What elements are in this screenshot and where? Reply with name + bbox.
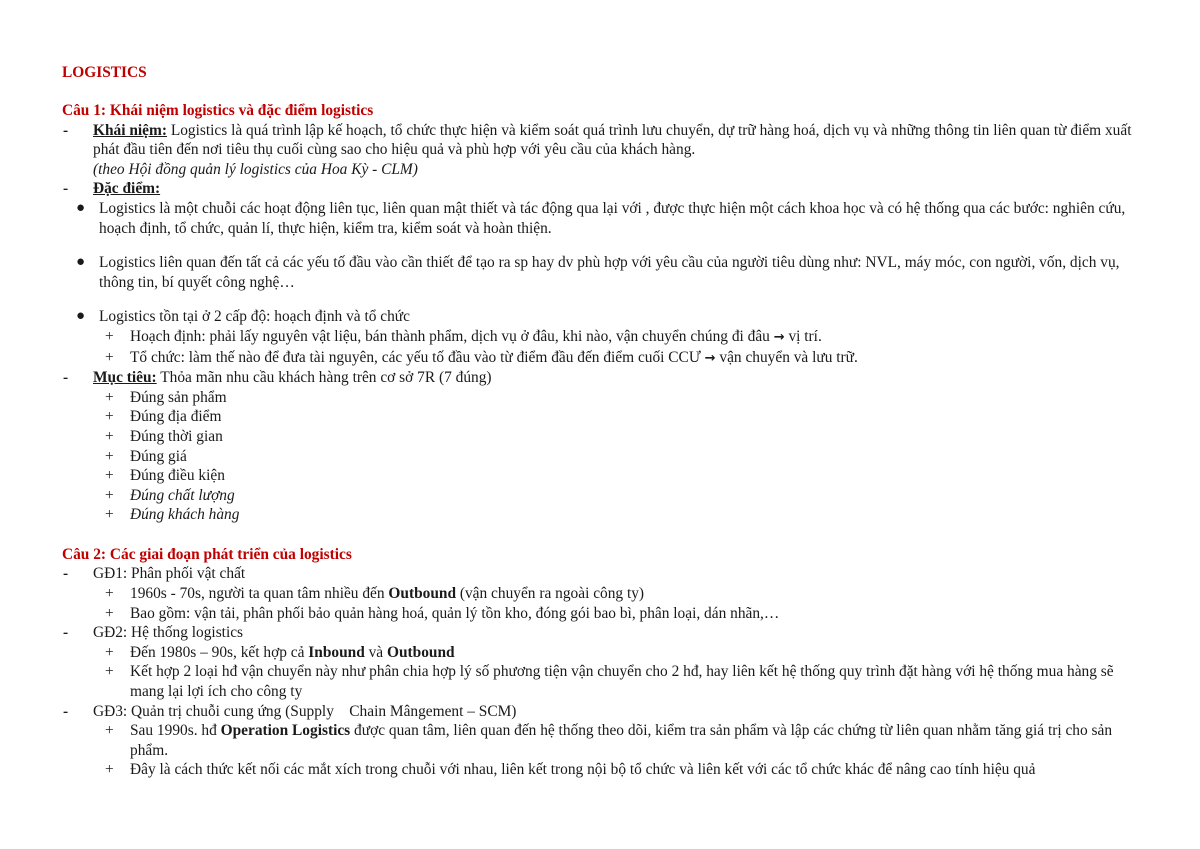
stage-2-item: [62, 623, 1142, 643]
plus-marker: +: [105, 604, 114, 622]
plus-marker: +: [105, 486, 114, 504]
sub-item-bold: Outbound: [388, 585, 457, 603]
plus-marker: +: [105, 408, 114, 426]
goal-list-item: [62, 505, 1142, 525]
stage-text: GĐ1: Phân phối vật chất: [93, 565, 246, 583]
plus-marker: +: [105, 506, 114, 524]
goal-label: Mục tiêu:: [93, 369, 157, 387]
sub-item-text: Bao gồm: vận tải, phân phối bảo quản hàng hoá, quản lý tồn kho, đóng gói bao bì, phân loại, dán nhãn,…: [130, 604, 780, 622]
goal-list-text: Đúng thời gian: [130, 427, 223, 445]
sub-item-text: Sau 1990s. hđ: [130, 722, 221, 740]
feature-bullet-text: Logistics là một chuỗi các hoạt động liên tục, liên quan mật thiết và tác động qua lại với , được thực hiện một cách khoa học và có hệ thống qua các bước: nghiên cứu, hoạch định, tổ chức, quản lí, thực hiện, kiểm tra, kiểm soát và hoàn thiện.: [99, 199, 1126, 237]
feature-bullet-3: [62, 307, 1142, 327]
plus-marker: +: [105, 761, 114, 779]
goal-list-item: [62, 486, 1142, 506]
right-arrow-icon: →: [773, 329, 785, 345]
feature-bullet-2: [62, 253, 1142, 292]
dash-marker: -: [63, 565, 69, 583]
goal-text: Thỏa mãn nhu cầu khách hàng trên cơ sở 7R (7 đúng): [156, 369, 492, 387]
concept-item: [62, 121, 1142, 180]
bullet-dot-icon: ●: [76, 308, 86, 325]
dash-marker: -: [63, 121, 69, 139]
sub-item-organizing: [62, 348, 1142, 369]
right-arrow-icon: →: [704, 350, 716, 366]
goal-list-text: Đúng khách hàng: [130, 506, 240, 524]
plus-marker: +: [105, 722, 114, 740]
sub-item-text: (vận chuyển ra ngoài công ty): [456, 585, 645, 603]
stage-text: GĐ2: Hệ thống logistics: [93, 624, 244, 642]
plus-marker: +: [105, 388, 114, 406]
sub-item-text: Tổ chức: làm thế nào để đưa tài nguyên, các yếu tố đầu vào từ điểm đầu đến điểm cuối CCƯ: [130, 348, 705, 366]
stage-1-item: [62, 564, 1142, 584]
bullet-dot-icon: ●: [76, 199, 86, 216]
sub-item-bold: Inbound: [308, 643, 365, 661]
plus-marker: +: [105, 348, 114, 366]
sub-item-bold: Outbound: [386, 643, 455, 661]
question-1-heading: Câu 1: Khái niệm logistics và đặc điểm logistics: [62, 102, 374, 119]
goal-list-text: Đúng điều kiện: [130, 467, 225, 485]
features-label: Đặc điểm:: [93, 180, 161, 198]
source-note: (theo Hội đồng quản lý logistics của Hoa Kỳ - CLM): [93, 160, 418, 178]
plus-marker: +: [105, 427, 114, 445]
goal-list-item: [62, 388, 1142, 408]
sub-item-text: được quan tâm, liên quan đến hệ thống theo dõi, kiểm tra sản phẩm và lập các chứng từ liên quan nhằm tăng giá trị cho sản phẩm.: [130, 722, 1113, 759]
bullet-dot-icon: ●: [76, 254, 86, 271]
goal-list-item: [62, 447, 1142, 467]
plus-marker: +: [105, 663, 114, 681]
dash-marker: -: [63, 624, 69, 642]
features-item: [62, 179, 1142, 199]
plus-marker: +: [105, 643, 114, 661]
plus-marker: +: [105, 447, 114, 465]
sub-item-text: Đến 1980s – 90s, kết hợp cả: [130, 643, 309, 661]
sub-item-text: Đây là cách thức kết nối các mắt xích trong chuỗi với nhau, liên kết trong nội bộ tổ chức và liên kết với các tổ chức khác để nâng cao tính hiệu quả: [130, 761, 1036, 779]
plus-marker: +: [105, 327, 114, 345]
stage-text: GĐ3: Quản trị chuỗi cung ứng (Supply Chain Mângement – SCM): [93, 702, 517, 720]
sub-item-text: Hoạch định: phải lấy nguyên vật liệu, bán thành phẩm, dịch vụ ở đâu, khi nào, vận chuyển chúng đi đâu: [130, 327, 774, 345]
stage-3-item: [62, 702, 1142, 722]
stage-2-sub-1: [62, 643, 1142, 663]
goal-list-text: Đúng giá: [130, 447, 187, 465]
feature-bullet-text: Logistics tồn tại ở 2 cấp độ: hoạch định và tổ chức: [99, 308, 410, 326]
feature-bullet-text: Logistics liên quan đến tất cả các yếu tố đầu vào cần thiết để tạo ra sp hay dv phù hợp với yêu cầu của người tiêu dùng như: NVL, máy móc, con người, vốn, dịch vụ, thông tin, bí quyết công nghệ…: [99, 254, 1120, 291]
sub-item-text: vận chuyển và lưu trữ.: [715, 348, 858, 366]
sub-item-text: và: [364, 643, 387, 661]
sub-item-planning: [62, 327, 1142, 348]
stage-3-sub-1: [62, 721, 1142, 760]
sub-item-bold: Operation Logistics: [220, 722, 351, 740]
stage-3-sub-2: [62, 760, 1142, 780]
sub-item-text: 1960s - 70s, người ta quan tâm nhiều đến: [130, 585, 389, 603]
sub-item-text: vị trí.: [784, 327, 822, 345]
concept-text: Logistics là quá trình lập kế hoạch, tổ chức thực hiện và kiểm soát quá trình lưu chuyển, dự trữ hàng hoá, dịch vụ và những thông tin liên quan từ điểm xuất phát đầu tiên đến nơi tiêu thụ cuối cùng sao cho hiệu quả và phù hợp với yêu cầu của khách hàng.: [93, 121, 1132, 159]
goal-list-text: Đúng sản phẩm: [130, 388, 227, 406]
feature-bullet-1: [62, 199, 1142, 238]
document-title: LOGISTICS: [62, 64, 147, 81]
stage-1-sub-2: [62, 604, 1142, 624]
dash-marker: -: [63, 369, 69, 387]
goal-list-text: Đúng chất lượng: [130, 486, 235, 504]
question-2-heading: Câu 2: Các giai đoạn phát triển của logistics: [62, 545, 352, 563]
stage-2-sub-2: [62, 662, 1142, 701]
sub-item-text: Kết hợp 2 loại hđ vận chuyển này như phân chia hợp lý số phương tiện vận chuyển cho 2 hđ, hay liên kết hệ thống quy trình đặt hàng với hệ thống mua hàng sẽ mang lại lợi ích cho công ty: [130, 663, 1114, 701]
concept-label: Khái niệm:: [93, 121, 167, 139]
plus-marker: +: [105, 467, 114, 485]
goal-list-text: Đúng địa điểm: [130, 408, 222, 426]
goal-list-item: [62, 407, 1142, 427]
plus-marker: +: [105, 585, 114, 603]
goal-item: [62, 368, 1142, 388]
stage-1-sub-1: [62, 584, 1142, 604]
dash-marker: -: [63, 702, 69, 720]
dash-marker: -: [63, 180, 69, 198]
goal-list-item: [62, 427, 1142, 447]
goal-list-item: [62, 466, 1142, 486]
